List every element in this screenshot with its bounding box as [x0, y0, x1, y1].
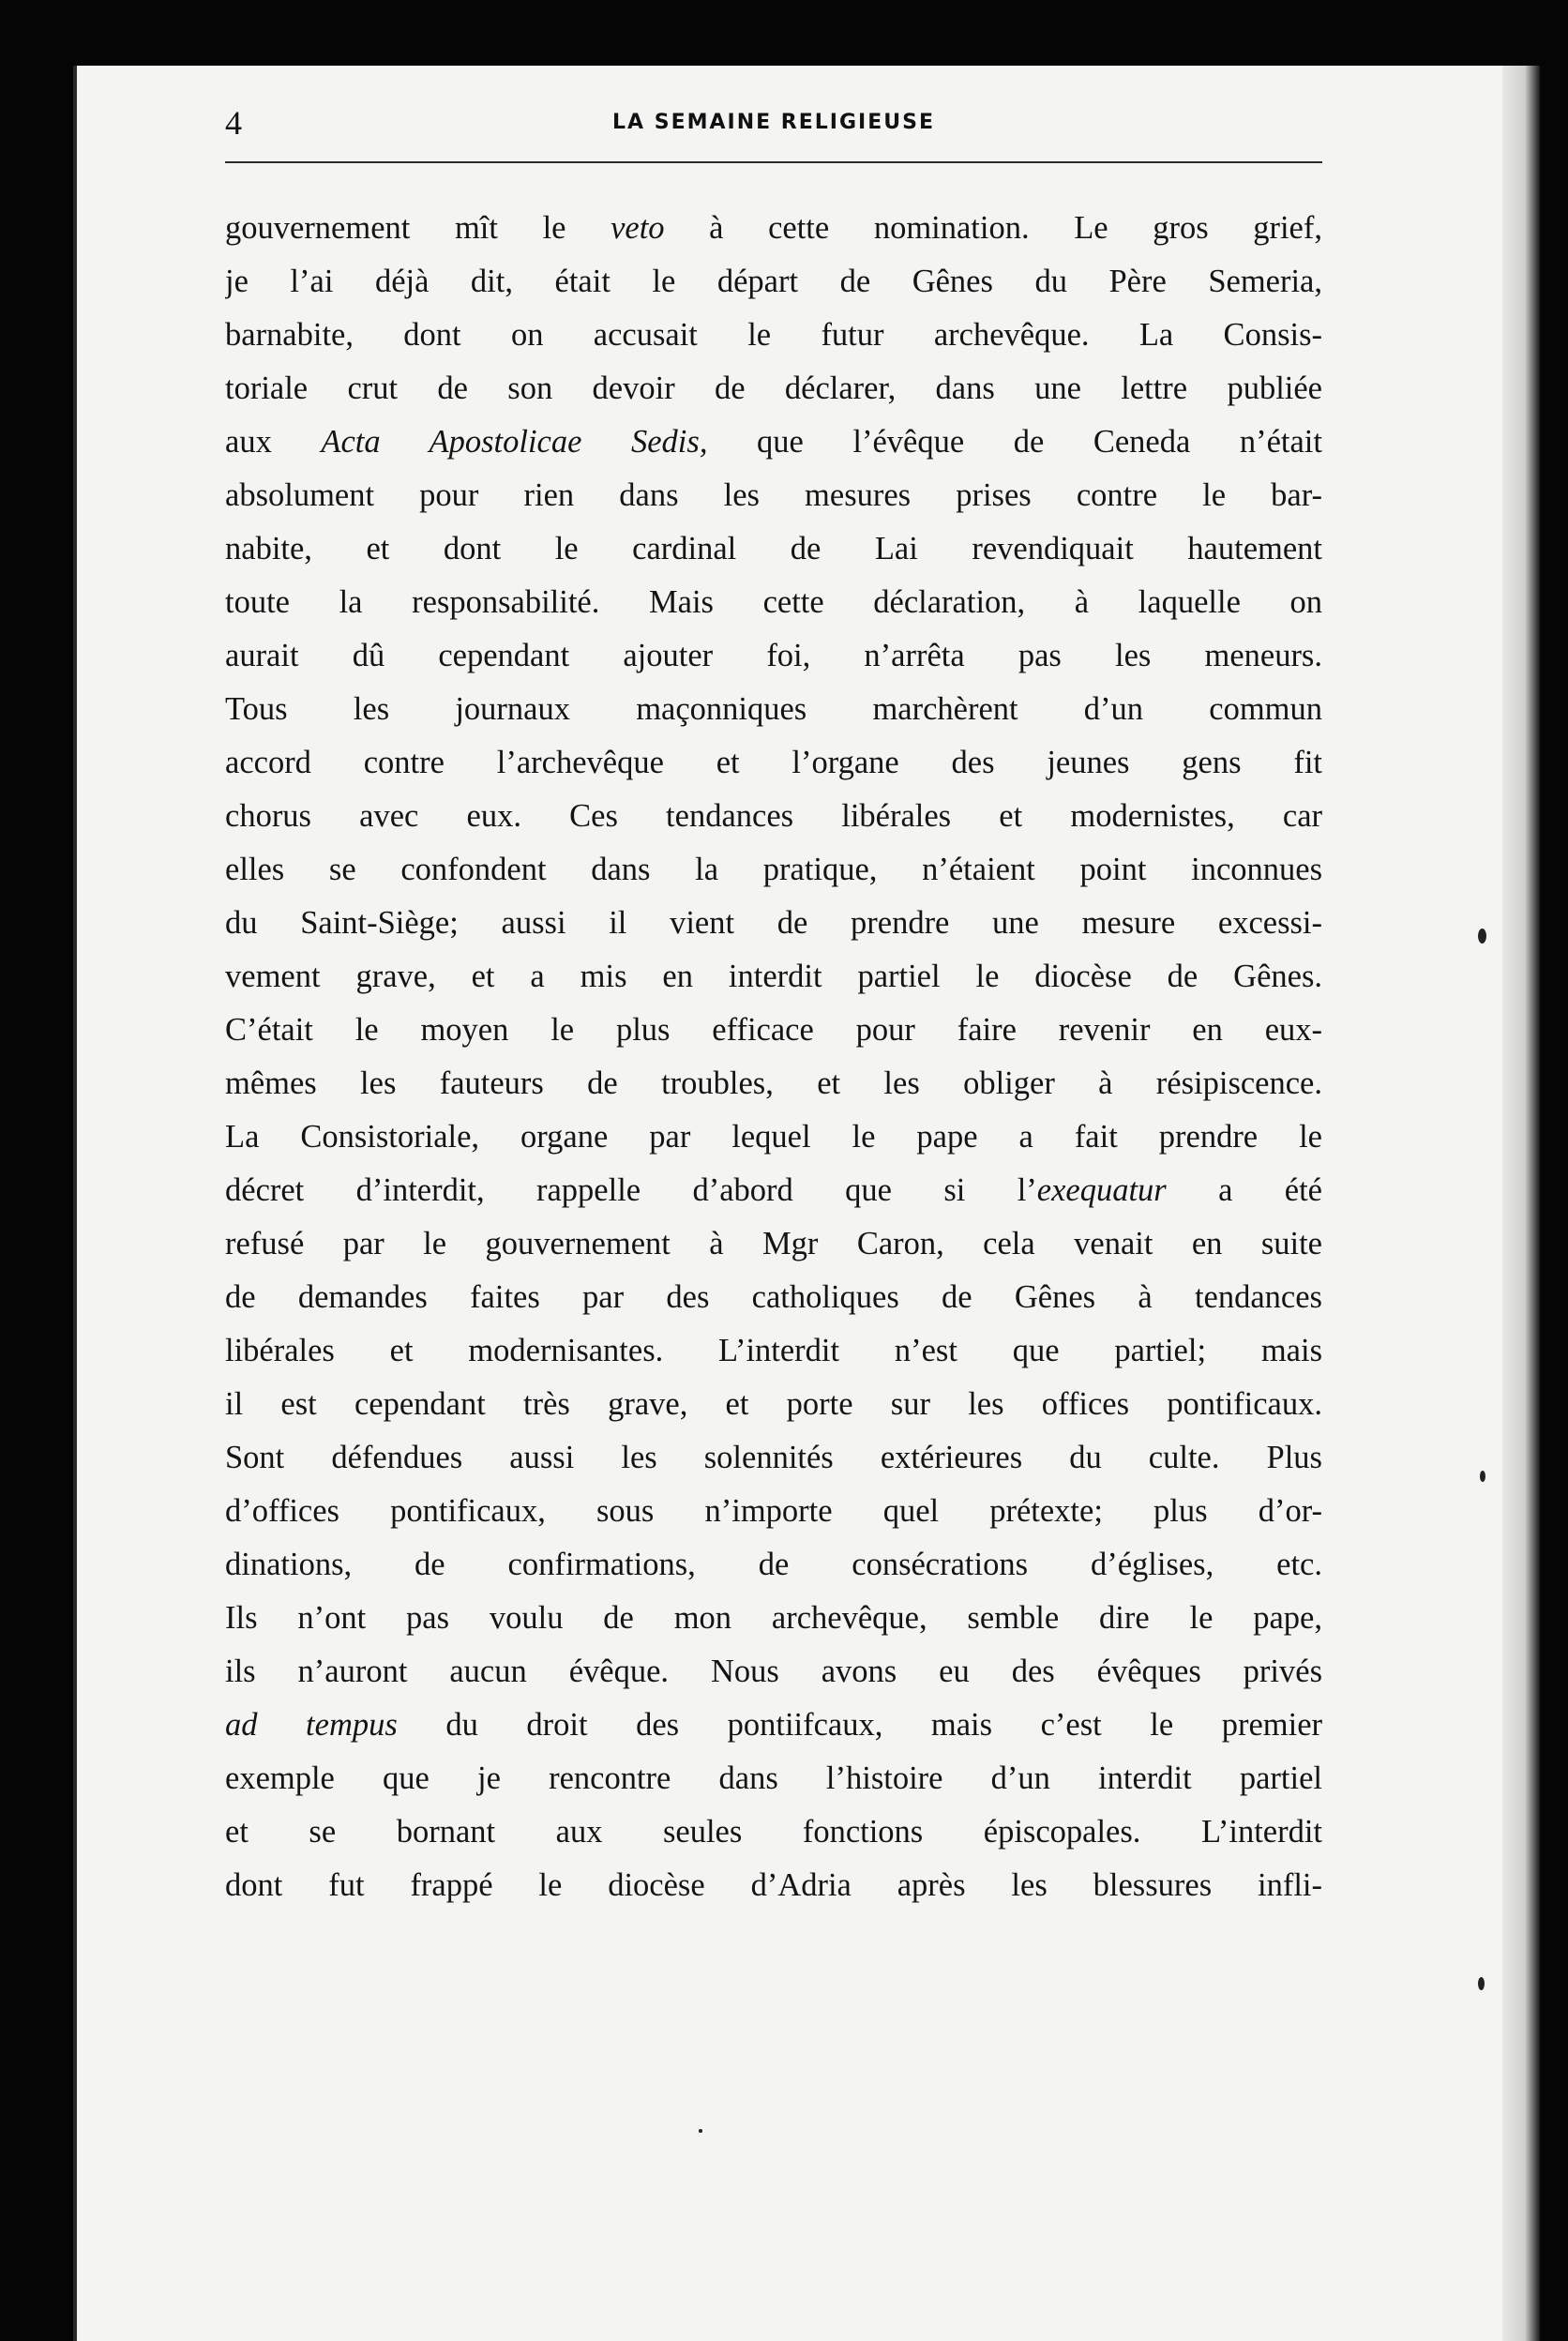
text-line — [225, 576, 1322, 629]
text-line — [225, 1485, 1322, 1538]
text-line — [225, 469, 1322, 522]
text-run: et se bornant aux seules fonctions épiscopales. L’interdit — [225, 1814, 1322, 1850]
text-run: du Saint-Siège; aussi il vient de prendre une mesure excessi- — [225, 905, 1322, 941]
text-line — [225, 950, 1322, 1004]
text-line — [225, 1431, 1322, 1485]
text-run: dinations, de confirmations, de consécrations d’églises, etc. — [225, 1547, 1322, 1582]
text-line — [225, 683, 1322, 736]
text-run: La Consistoriale, organe par lequel le pape a fait prendre le — [225, 1119, 1322, 1155]
text-line — [225, 1057, 1322, 1110]
page-number: 4 — [225, 104, 242, 142]
header-rule — [225, 161, 1322, 163]
text-line — [225, 736, 1322, 790]
text-run: je l’ai déjà dit, était le départ de Gênes du Père Semeria, — [225, 264, 1322, 299]
text-run: dont fut frappé le diocèse d’Adria après les blessures infli- — [225, 1867, 1322, 1903]
body-text — [225, 202, 1322, 1912]
text-line — [225, 522, 1322, 576]
text-run: de demandes faites par des catholiques de Gênes à tendances — [225, 1279, 1322, 1315]
italic-text: Acta Apostolicae Sedis, — [321, 424, 708, 460]
text-run: refusé par le gouvernement à Mgr Caron, cela venait en suite — [225, 1226, 1322, 1261]
text-run: barnabite, dont on accusait le futur archevêque. La Consis- — [225, 317, 1322, 353]
text-line — [225, 1324, 1322, 1378]
text-line — [225, 1805, 1322, 1859]
page-edge-shadow — [1502, 66, 1540, 2341]
italic-text: veto — [611, 210, 665, 246]
page-header — [225, 103, 1322, 146]
italic-text: ad tempus — [225, 1707, 398, 1743]
text-run: a été — [1166, 1172, 1322, 1208]
text-run: il est cependant très grave, et porte sur les offices pontificaux. — [225, 1386, 1322, 1422]
text-run: accord contre l’archevêque et l’organe des jeunes gens fit — [225, 745, 1322, 780]
italic-text: exequatur — [1036, 1172, 1167, 1208]
text-run: nabite, et dont le cardinal de Lai revendiquait hautement — [225, 531, 1322, 566]
text-run: d’offices pontificaux, sous n’importe quel prétexte; plus d’or- — [225, 1493, 1322, 1529]
text-run: à cette nomination. Le gros grief, — [664, 210, 1322, 246]
text-run: du droit des pontiifcaux, mais c’est le premier — [397, 1707, 1322, 1743]
scan-speck — [1478, 1977, 1485, 1990]
text-run: gouvernement mît le — [225, 210, 611, 246]
text-run: que l’évêque de Ceneda n’était — [707, 424, 1322, 460]
text-line — [225, 309, 1322, 362]
text-line — [225, 843, 1322, 897]
scan-speck — [699, 2129, 702, 2133]
text-line — [225, 790, 1322, 843]
text-run: absolument pour rien dans les mesures prises contre le bar- — [225, 477, 1322, 513]
running-head: LA SEMAINE RELIGIEUSE — [612, 111, 935, 134]
text-run: vement grave, et a mis en interdit partiel le diocèse de Gênes. — [225, 959, 1322, 994]
text-line — [225, 1004, 1322, 1057]
text-line — [225, 1592, 1322, 1645]
text-run: C’était le moyen le plus efficace pour faire revenir en eux- — [225, 1012, 1322, 1048]
text-line — [225, 1538, 1322, 1592]
text-line — [225, 1271, 1322, 1324]
text-run: décret d’interdit, rappelle d’abord que si l’ — [225, 1172, 1037, 1208]
text-line — [225, 1645, 1322, 1699]
text-line — [225, 1217, 1322, 1271]
text-run: libérales et modernisantes. L’interdit n’est que partiel; mais — [225, 1333, 1322, 1368]
text-line — [225, 1110, 1322, 1164]
text-run: elles se confondent dans la pratique, n’étaient point inconnues — [225, 852, 1322, 887]
text-run: mêmes les fauteurs de troubles, et les obliger à résipiscence. — [225, 1065, 1322, 1101]
text-run: aurait dû cependant ajouter foi, n’arrêta pas les meneurs. — [225, 638, 1322, 673]
text-line — [225, 1699, 1322, 1752]
text-run: ils n’auront aucun évêque. Nous avons eu des évêques privés — [225, 1654, 1322, 1689]
text-run: chorus avec eux. Ces tendances libérales et modernistes, car — [225, 798, 1322, 834]
text-line — [225, 897, 1322, 950]
text-line — [225, 202, 1322, 255]
text-line — [225, 629, 1322, 683]
text-line — [225, 255, 1322, 309]
text-run: Sont défendues aussi les solennités extérieures du culte. Plus — [225, 1440, 1322, 1475]
text-run: exemple que je rencontre dans l’histoire d’un interdit partiel — [225, 1760, 1322, 1796]
text-run: toute la responsabilité. Mais cette déclaration, à laquelle on — [225, 584, 1322, 620]
text-run: Tous les journaux maçonniques marchèrent d’un commun — [225, 691, 1322, 727]
text-run: toriale crut de son devoir de déclarer, dans une lettre publiée — [225, 370, 1322, 406]
text-line — [225, 1378, 1322, 1431]
text-line — [225, 362, 1322, 415]
text-line — [225, 1164, 1322, 1217]
text-line — [225, 415, 1322, 469]
text-line — [225, 1752, 1322, 1805]
scan-speck — [1480, 1471, 1485, 1482]
text-line — [225, 1859, 1322, 1912]
text-run: Ils n’ont pas voulu de mon archevêque, semble dire le pape, — [225, 1600, 1322, 1636]
text-run: aux — [225, 424, 322, 460]
scan-speck — [1478, 929, 1486, 944]
